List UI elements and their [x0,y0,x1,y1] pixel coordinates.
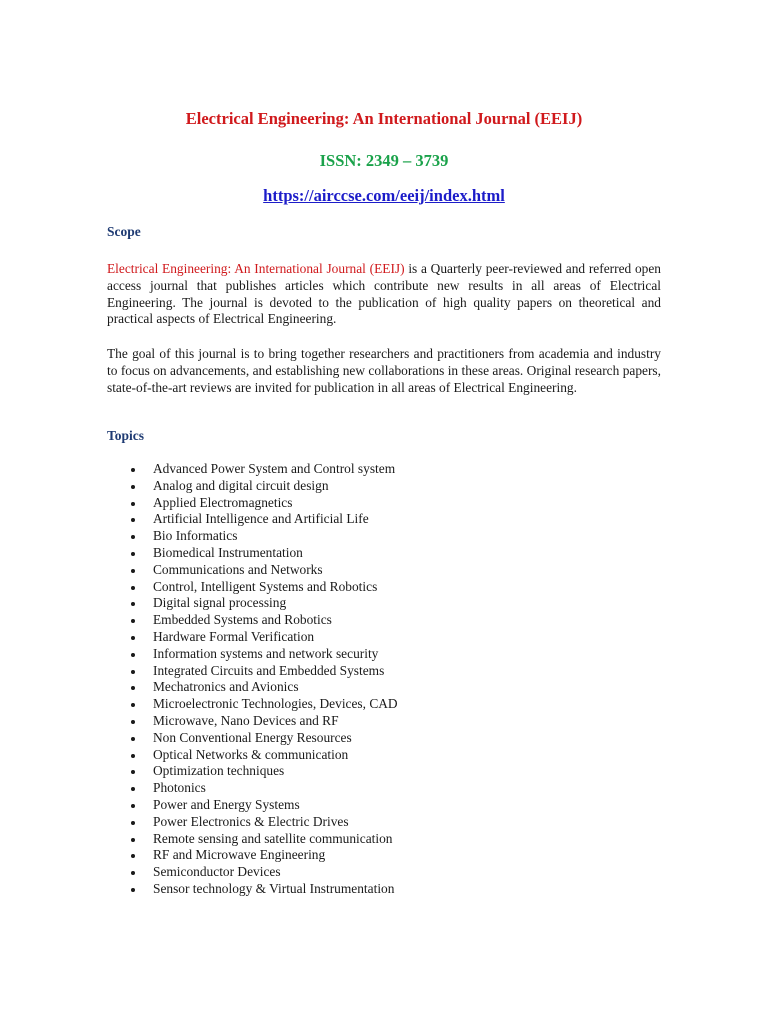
bullet-icon [131,569,135,573]
bullet-icon [131,854,135,858]
bullet-icon [131,602,135,606]
scope-paragraph-2: The goal of this journal is to bring together researchers and practitioners from academia and industry to focus on advancements, and establishing new collaborations in these areas. Original research papers, state-of-the-art reviews are invited for publication in all areas of Electrical Engineering. [107,346,661,395]
bullet-icon [131,737,135,741]
bullet-icon [131,468,135,472]
topic-item: Optical Networks & communication [107,747,398,764]
topic-item: Biomedical Instrumentation [107,545,398,562]
topic-item: Applied Electromagnetics [107,495,398,512]
topic-item: Mechatronics and Avionics [107,679,398,696]
bullet-icon [131,586,135,590]
topic-item: Analog and digital circuit design [107,478,398,495]
bullet-icon [131,888,135,892]
bullet-icon [131,804,135,808]
bullet-icon [131,787,135,791]
scope-paragraph-1 [107,261,661,328]
bullet-icon [131,653,135,657]
scope-heading: Scope [107,224,141,239]
topic-item: Control, Intelligent Systems and Robotics [107,579,398,596]
bullet-icon [131,703,135,707]
bullet-icon [131,518,135,522]
bullet-icon [131,770,135,774]
topic-item: Hardware Formal Verification [107,629,398,646]
journal-url-link[interactable]: https://airccse.com/eeij/index.html [263,186,505,205]
topics-list [107,461,398,898]
topic-item: Communications and Networks [107,562,398,579]
bullet-icon [131,754,135,758]
bullet-icon [131,821,135,825]
topic-item: Microelectronic Technologies, Devices, CAD [107,696,398,713]
topic-item: Embedded Systems and Robotics [107,612,398,629]
bullet-icon [131,686,135,690]
topic-item: Power Electronics & Electric Drives [107,814,398,831]
topic-item: Advanced Power System and Control system [107,461,398,478]
topic-item: Artificial Intelligence and Artificial Life [107,511,398,528]
topic-item: Non Conventional Energy Resources [107,730,398,747]
journal-title: Electrical Engineering: An International Journal (EEIJ) [185,109,583,128]
bullet-icon [131,871,135,875]
bullet-icon [131,552,135,556]
topics-heading: Topics [107,428,145,443]
topic-item: Integrated Circuits and Embedded Systems [107,663,398,680]
topic-item: Semiconductor Devices [107,864,398,881]
topic-item: Sensor technology & Virtual Instrumentation [107,881,398,898]
topic-item: Digital signal processing [107,595,398,612]
bullet-icon [131,636,135,640]
issn-number: ISSN: 2349 – 3739 [319,151,449,170]
topic-item: Information systems and network security [107,646,398,663]
bullet-icon [131,720,135,724]
topic-item: Remote sensing and satellite communication [107,831,398,848]
bullet-icon [131,670,135,674]
topic-item: Photonics [107,780,398,797]
bullet-icon [131,535,135,539]
bullet-icon [131,838,135,842]
topic-item: Bio Informatics [107,528,398,545]
bullet-icon [131,619,135,623]
bullet-icon [131,502,135,506]
topic-item: RF and Microwave Engineering [107,847,398,864]
bullet-icon [131,485,135,489]
scope-journal-name: Electrical Engineering: An International Journal (EEIJ) [107,261,405,276]
topic-item: Microwave, Nano Devices and RF [107,713,398,730]
topic-item: Power and Energy Systems [107,797,398,814]
scope-paragraph-1-text: is a Quarterly peer-reviewed and referred open access journal that publishes articles which contribute new results in all areas of Electrical Engineering. The journal is devoted to the publication of high quality papers on theoretical and practical aspects of Electrical Engineering. [107,261,661,327]
topic-item: Optimization techniques [107,763,398,780]
